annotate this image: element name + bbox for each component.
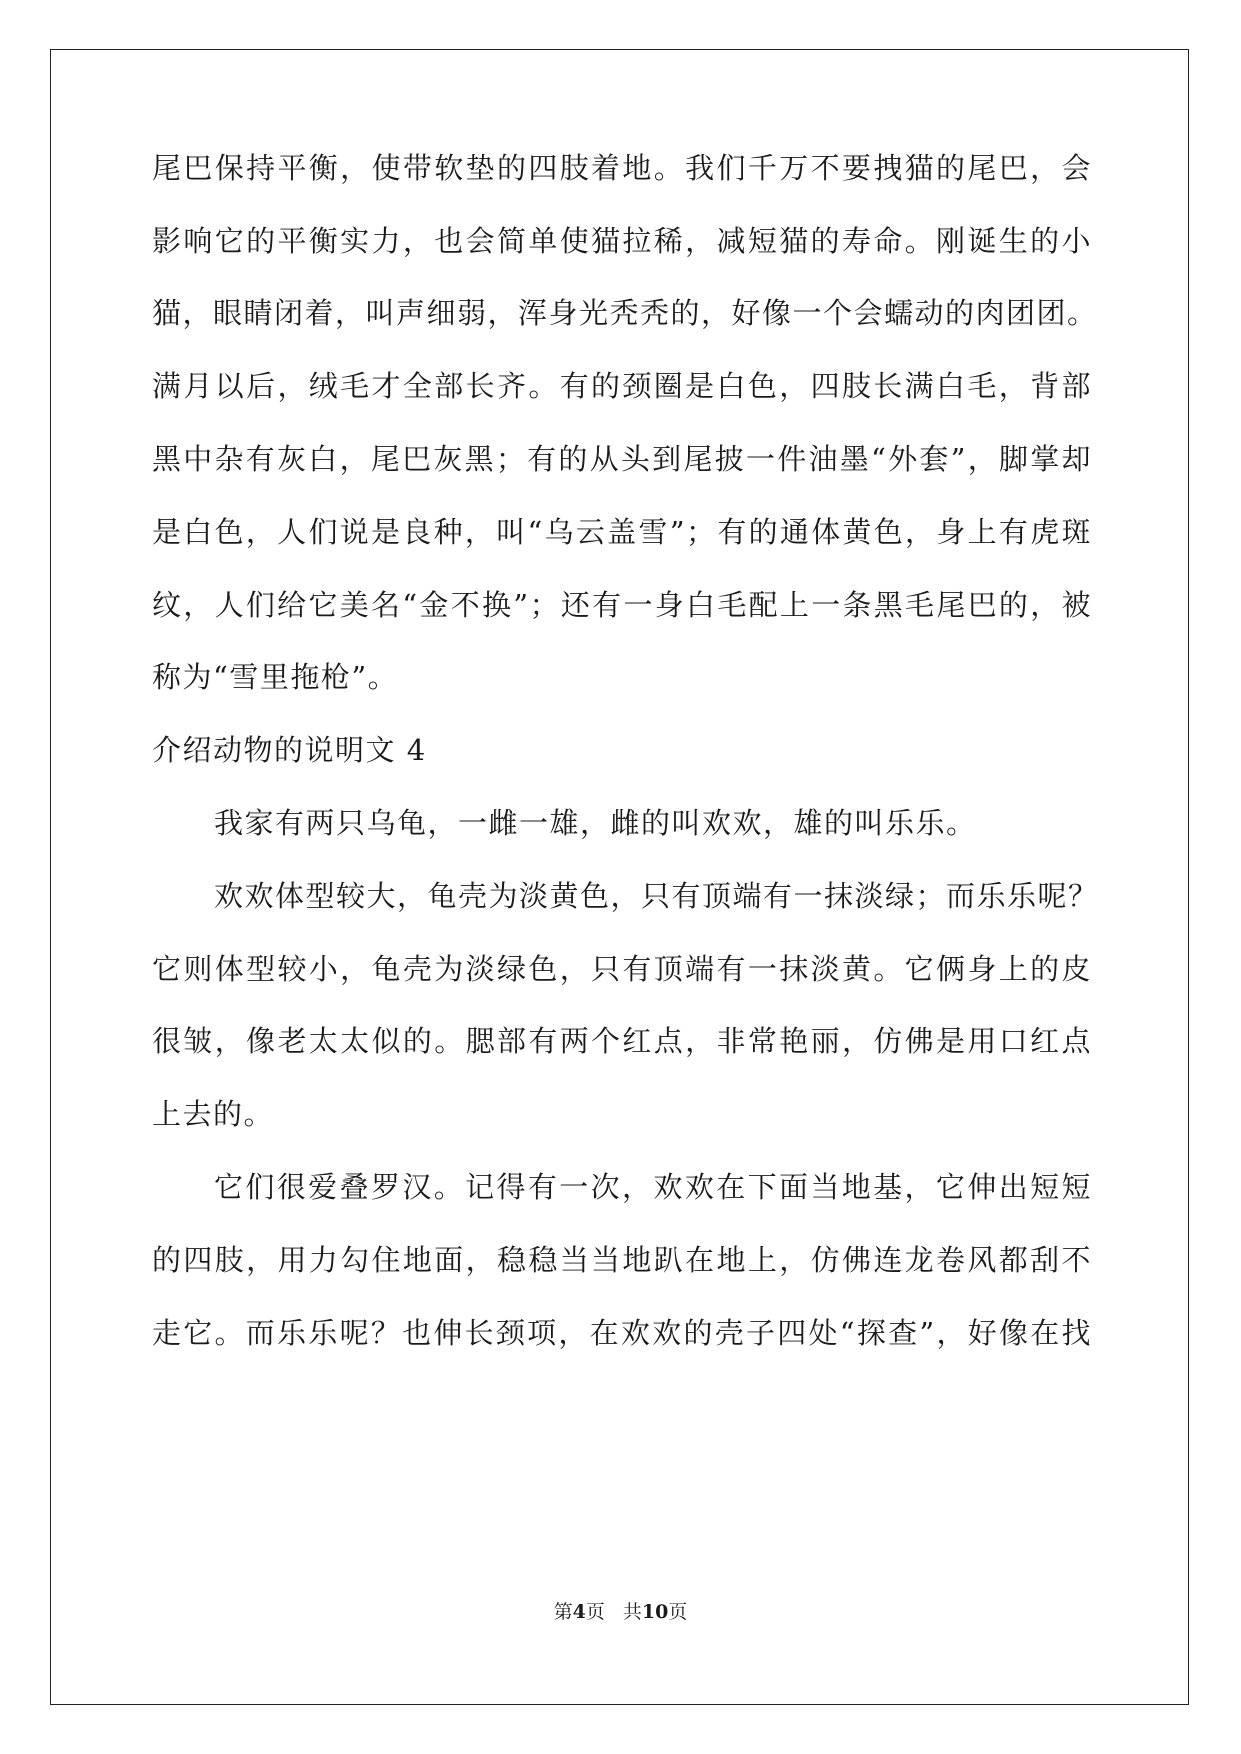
page-number: 4 xyxy=(572,1601,586,1623)
body-line: 称为“雪里拖枪”。 xyxy=(152,660,399,694)
body-line: 黑中杂有灰白，尾巴灰黑；有的从头到尾披一件油墨“外套”，脚掌却 xyxy=(152,442,1092,476)
body-line: 很皱，像老太太似的。腮部有两个红点，非常艳丽，仿佛是用口红点 xyxy=(152,1024,1092,1058)
body-line: 它们很爱叠罗汉。记得有一次，欢欢在下面当地基，它伸出短短 xyxy=(214,1170,1092,1204)
body-line: 它则体型较小，龟壳为淡绿色，只有顶端有一抹淡黄。它俩身上的皮 xyxy=(152,952,1092,986)
page-prefix: 第 xyxy=(553,1601,573,1623)
body-line: 纹，人们给它美名“金不换”；还有一身白毛配上一条黑毛尾巴的，被 xyxy=(152,588,1092,622)
body-line: 的四肢，用力勾住地面，稳稳当当地趴在地上，仿佛连龙卷风都刮不 xyxy=(152,1243,1092,1277)
section-heading: 介绍动物的说明文 4 xyxy=(152,733,427,767)
total-prefix: 共 xyxy=(622,1601,642,1623)
page-footer xyxy=(0,1600,1241,1624)
page-suffix: 页 xyxy=(585,1601,605,1623)
body-line: 影响它的平衡实力，也会简单使猫拉稀，减短猫的寿命。刚诞生的小 xyxy=(152,224,1092,258)
body-line: 上去的。 xyxy=(152,1097,275,1131)
body-line: 走它。而乐乐呢？也伸长颈项，在欢欢的壳子四处“探查”，好像在找 xyxy=(152,1316,1092,1350)
total-pages: 10 xyxy=(641,1601,669,1623)
body-line: 尾巴保持平衡，使带软垫的四肢着地。我们千万不要拽猫的尾巴，会 xyxy=(152,151,1092,185)
body-line: 满月以后，绒毛才全部长齐。有的颈圈是白色，四肢长满白毛，背部 xyxy=(152,369,1092,403)
body-line: 猫，眼睛闭着，叫声细弱，浑身光秃秃的，好像一个会蠕动的肉团团。 xyxy=(152,296,1098,330)
body-line: 我家有两只乌龟，一雌一雄，雌的叫欢欢，雄的叫乐乐。 xyxy=(214,806,977,840)
body-line: 是白色，人们说是良种，叫“乌云盖雪”；有的通体黄色，身上有虎斑 xyxy=(152,515,1092,549)
total-suffix: 页 xyxy=(668,1601,688,1623)
body-line: 欢欢体型较大，龟壳为淡黄色，只有顶端有一抹淡绿；而乐乐呢？ xyxy=(214,879,1099,913)
